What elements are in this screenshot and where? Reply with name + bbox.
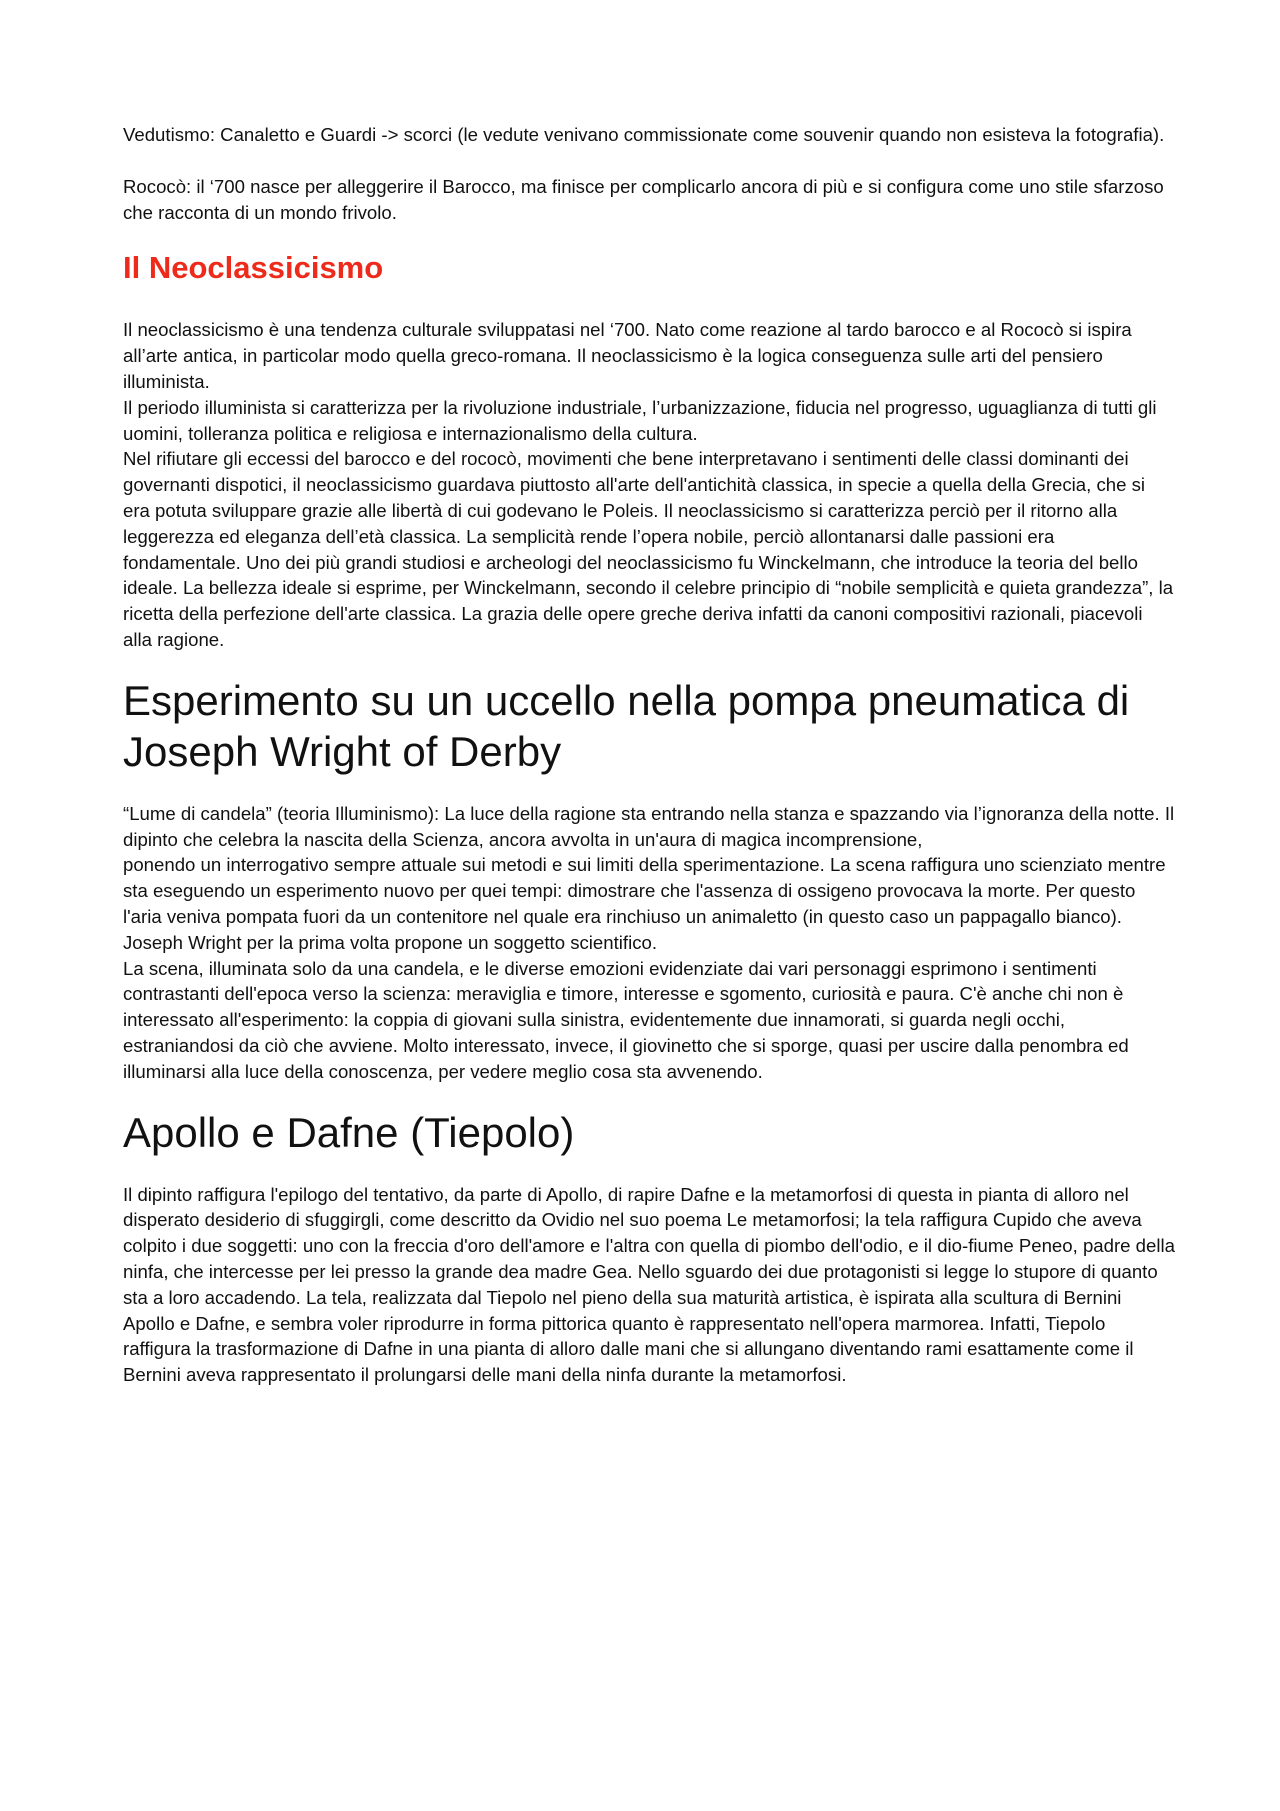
spacer — [123, 1158, 1175, 1182]
spacer — [123, 777, 1175, 801]
apollo-paragraph-1: Il dipinto raffigura l'epilogo del tentativo, da parte di Apollo, di rapire Dafne e la metamorfosi di questa in pianta di alloro nel disperato desiderio di sfuggirgli, come descritto da Ovidio nel suo poema Le metamorfosi; la tela raffigura Cupido che aveva colpito i due soggetti: uno con la freccia d'oro dell'amore e l'altra con quella di piombo dell'odio, e il dio-fiume Peneo, padre della ninfa, che intercesse per lei presso la grande dea madre Gea. Nello sguardo dei due protagonisti si legge lo stupore di quanto sta a loro accadendo. La tela, realizzata dal Tiepolo nel pieno della sua maturità artistica, è ispirata alla scultura di Bernini Apollo e Dafne, e sembra voler riprodurre in forma pittorica quanto è rappresentato nell'opera marmorea. Infatti, Tiepolo raffigura la trasformazione di Dafne in una pianta di alloro dalle mani che si allungano diventando rami esattamente come il Bernini aveva rappresentato il prolungarsi delle mani della ninfa durante la metamorfosi. — [123, 1183, 1175, 1386]
esperimento-paragraph-4: La scena, illuminata solo da una candela, e le diverse emozioni evidenziate dai vari personaggi esprimono i sentimenti contrastanti dell'epoca verso la scienza: meraviglia e timore, interesse e sgomento, curiosità e paura. C'è anche chi non è interessato all'esperimento: la coppia di giovani sulla sinistra, evidentemente due innamorati, si guarda negli occhi, estraniandosi da ciò che avviene. Molto interessato, invece, il giovinetto che si sporge, quasi per uscire dalla penombra ed illuminarsi alla luce della conoscenza, per vedere meglio cosa sta avvenendo. — [123, 957, 1129, 1082]
esperimento-paragraph-3: Joseph Wright per la prima volta propone un soggetto scientifico. — [123, 931, 658, 953]
neoclassicismo-heading: Il Neoclassicismo — [123, 250, 384, 286]
neoclassicismo-paragraph-3: Nel rifiutare gli eccessi del barocco e del rococò, movimenti che bene interpretavano i sentimenti delle classi dominanti dei governanti dispotici, il neoclassicismo guardava piuttosto all'arte dell'antichità classica, in specie a quella della Grecia, che si era potuta sviluppare grazie alle libertà di cui godevano le Poleis. Il neoclassicismo si caratterizza perciò per il ritorno alla leggerezza ed eleganza dell’età classica. La semplicità rende l’opera nobile, perciò allontanarsi dalle passioni era fondamentale. Uno dei più grandi studiosi e archeologi del neoclassicismo fu Winckelmann, che introduce la teoria del bello ideale. La bellezza ideale si esprime, per Winckelmann, secondo il celebre principio di “nobile semplicità e quieta grandezza”, la ricetta della perfezione dell'arte classica. La grazia delle opere greche deriva infatti da canoni compositivi razionali, piacevoli alla ragione. — [123, 448, 1174, 650]
neoclassicismo-paragraph-2: Il periodo illuminista si caratterizza per la rivoluzione industriale, l’urbanizzazione, fiducia nel progresso, uguaglianza di tutti gli uomini, tolleranza politica e religiosa e internazionalismo della cultura. — [123, 396, 1157, 444]
apollo-heading: Apollo e Dafne (Tiepolo) — [123, 1108, 575, 1156]
esperimento-paragraph-1: “Lume di candela” (teoria Illuminismo): La luce della ragione sta entrando nella stanza e spazzando via l’ignoranza della notte. Il dipinto che celebra la nascita della Scienza, ancora avvolta in un'aura di magica incomprensione, — [123, 802, 1175, 850]
rococo-paragraph: Rococò: il ‘700 nasce per alleggerire il Barocco, ma finisce per complicarlo ancora di più e si configura come uno stile sfarzoso che racconta di un mondo frivolo. — [123, 175, 1164, 223]
spacer — [123, 287, 1175, 317]
vedutismo-paragraph: Vedutismo: Canaletto e Guardi -> scorci (le vedute venivano commissionate come souvenir quando non esisteva la fotografia). — [123, 124, 1165, 145]
spacer — [123, 148, 1175, 174]
esperimento-paragraph-2: ponendo un interrogativo sempre attuale sui metodi e sui limiti della sperimentazione. La scena raffigura uno scienziato mentre sta eseguendo un esperimento nuovo per quei tempi: dimostrare che l'assenza di ossigeno provocava la morte. Per questo l'aria veniva pompata fuori da un contenitore nel quale era rinchiuso un animaletto (in questo caso un pappagallo bianco). — [123, 854, 1166, 927]
esperimento-heading: Esperimento su un uccello nella pompa pneumatica di Joseph Wright of Derby — [123, 676, 1130, 775]
document-page — [123, 122, 1175, 1388]
neoclassicismo-paragraph-1: Il neoclassicismo è una tendenza culturale sviluppatasi nel ‘700. Nato come reazione al tardo barocco e al Rococò si ispira all’arte antica, in particolar modo quella greco-romana. Il neoclassicismo è la logica conseguenza sulle arti del pensiero illuminista. — [123, 319, 1132, 392]
